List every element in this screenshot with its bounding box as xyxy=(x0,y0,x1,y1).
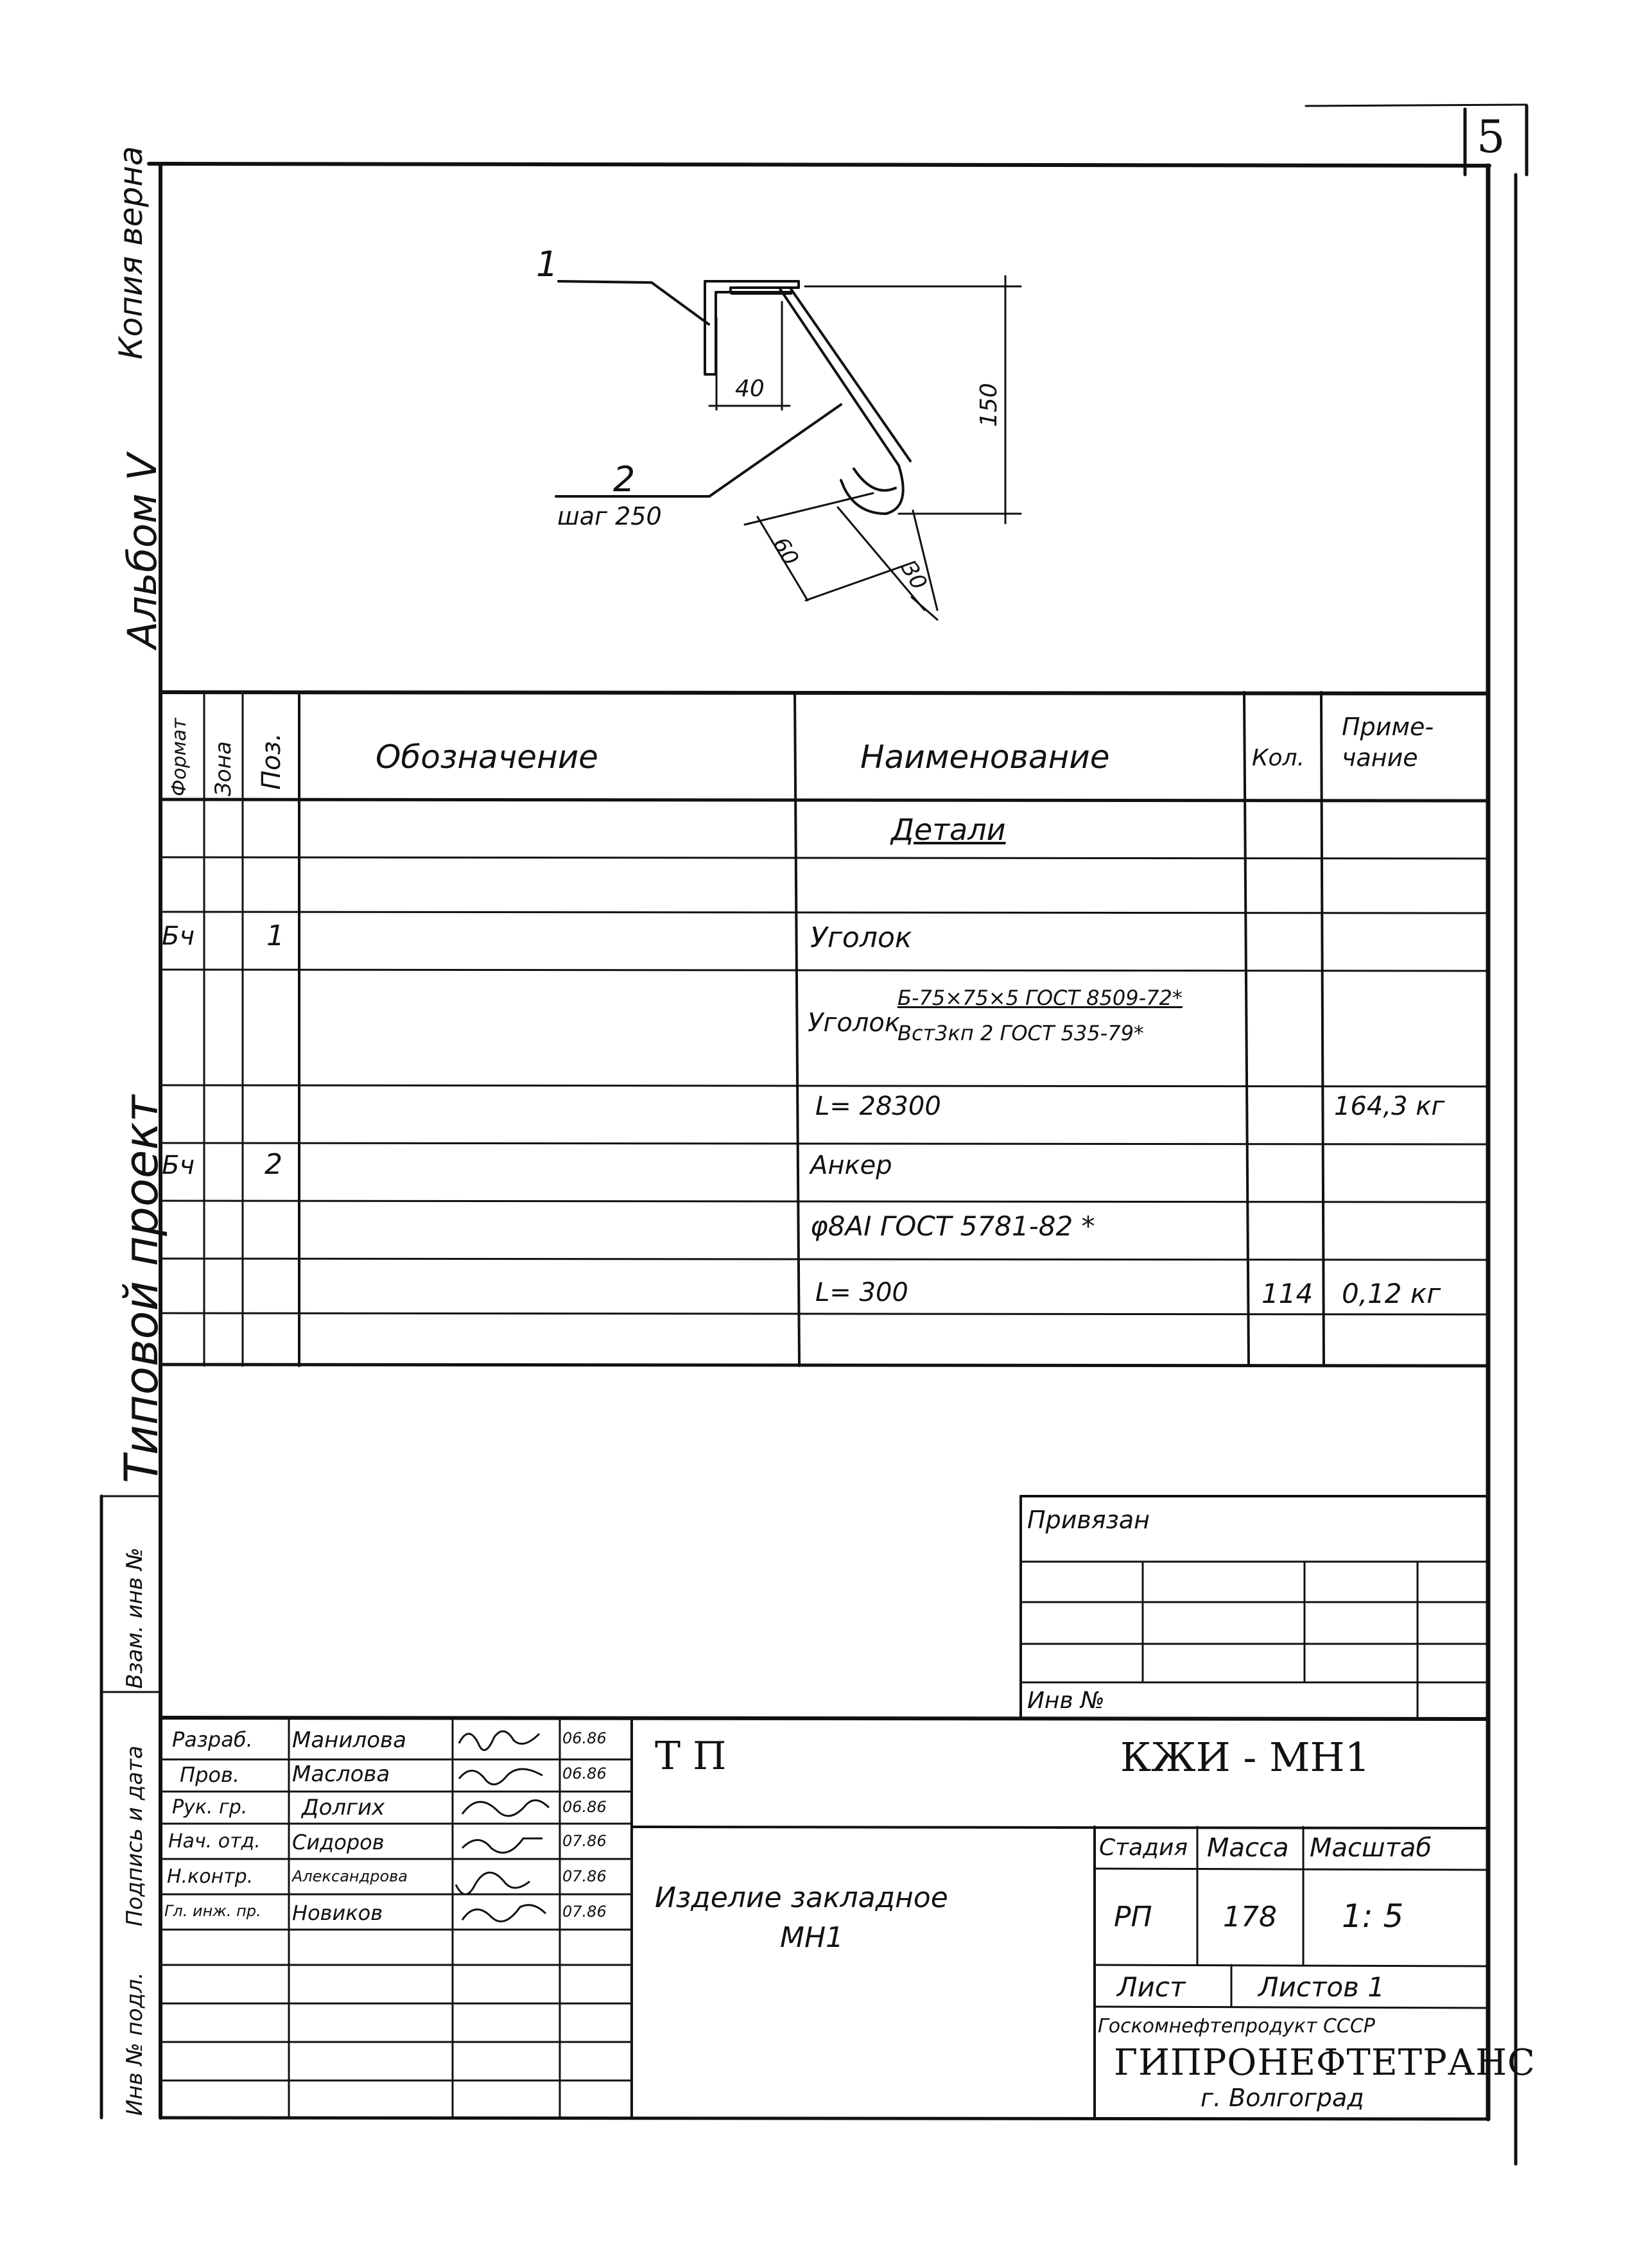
mass-label: Масса xyxy=(1207,1833,1289,1863)
signer-name: Александрова xyxy=(292,1867,408,1885)
signer-role: Разраб. xyxy=(172,1727,253,1752)
leader-2-label: 2 xyxy=(613,459,636,500)
row-fraction-bottom: Вст3кп 2 ГОСТ 535-79* xyxy=(897,1021,1144,1045)
row-pos: 1 xyxy=(266,920,284,952)
signer-date: 06.86 xyxy=(562,1765,607,1783)
row-format: Бч xyxy=(162,1151,195,1180)
scale-label: Масштаб xyxy=(1310,1833,1432,1863)
row-pos: 2 xyxy=(264,1148,282,1181)
row-name: Анкер xyxy=(810,1151,892,1180)
project-label: Типовой проект xyxy=(114,1095,168,1483)
section-heading: Детали xyxy=(891,812,1006,847)
mass-value: 178 xyxy=(1223,1901,1277,1933)
col-designation: Обозначение xyxy=(376,738,598,776)
signer-date: 07.86 xyxy=(562,1903,607,1921)
dim-30: 30 xyxy=(896,557,932,595)
col-qty: Кол. xyxy=(1252,745,1305,771)
org-city: г. Волгоград xyxy=(1201,2084,1364,2112)
signer-date: 07.86 xyxy=(562,1832,607,1850)
product-line2: МН1 xyxy=(780,1921,844,1954)
col-zone: Зона xyxy=(211,741,236,796)
inv-no-label: Инв № xyxy=(1027,1688,1105,1714)
signer-role: Нач. отд. xyxy=(168,1830,261,1853)
signer-role: Н.контр. xyxy=(167,1865,254,1888)
sheet-number: 5 xyxy=(1477,110,1505,163)
org-ministry: Госкомнефтепродукт СССР xyxy=(1098,2015,1375,2037)
stage-label: Стадия xyxy=(1099,1835,1188,1861)
row-name: φ8АI ГОСТ 5781-82 * xyxy=(810,1210,1095,1242)
signer-role: Пров. xyxy=(180,1763,239,1787)
row-name-prefix: Уголок xyxy=(808,1008,901,1038)
signer-name: Маслова xyxy=(292,1761,390,1787)
sheet-label: Лист xyxy=(1117,1971,1186,2003)
col-note: Приме- чание xyxy=(1342,713,1434,772)
privyazan-label: Привязан xyxy=(1027,1506,1150,1534)
stage-value: РП xyxy=(1114,1901,1152,1933)
row-note: 0,12 кг xyxy=(1342,1278,1441,1309)
col-format: Формат xyxy=(168,718,191,796)
col-pos: Поз. xyxy=(257,733,286,790)
tp-label: Т П xyxy=(655,1734,727,1779)
row-name: L= 300 xyxy=(815,1278,908,1307)
signer-date: 07.86 xyxy=(562,1867,607,1885)
signer-date: 06.86 xyxy=(562,1729,607,1747)
stamp-field: Взам. инв № xyxy=(122,1547,148,1689)
dim-40: 40 xyxy=(735,376,765,402)
dim-150: 150 xyxy=(976,383,1002,427)
row-fraction-top: Б-75×75×5 ГОСТ 8509-72* xyxy=(897,986,1183,1010)
col-name: Наименование xyxy=(860,738,1110,776)
leader-1-label: 1 xyxy=(536,244,559,284)
stamp-field: Подпись и дата xyxy=(122,1745,148,1926)
signer-name: Долгих xyxy=(302,1795,385,1820)
row-name: L= 28300 xyxy=(815,1092,941,1121)
row-format: Бч xyxy=(162,921,195,951)
sheets-count: Листов 1 xyxy=(1258,1971,1385,2003)
step-label: шаг 250 xyxy=(557,502,662,530)
signer-role: Рук. гр. xyxy=(172,1796,248,1819)
album-label: Альбом V xyxy=(119,453,166,649)
scale-value: 1: 5 xyxy=(1342,1897,1404,1935)
signer-name: Новиков xyxy=(292,1901,383,1925)
row-note: 164,3 кг xyxy=(1334,1092,1445,1121)
row-qty: 114 xyxy=(1262,1278,1314,1309)
row-name: Уголок xyxy=(810,921,912,954)
copy-stamp: Копия верна xyxy=(112,146,150,360)
drawing-code: КЖИ - МН1 xyxy=(1120,1734,1371,1781)
signer-date: 06.86 xyxy=(562,1798,607,1816)
signer-name: Сидоров xyxy=(292,1830,385,1854)
org-name: ГИПРОНЕФТЕТРАНС xyxy=(1114,2042,1536,2084)
product-line1: Изделие закладное xyxy=(655,1881,948,1914)
stamp-field: Инв № подл. xyxy=(122,1972,148,2116)
signer-name: Манилова xyxy=(292,1727,406,1753)
signer-role: Гл. инж. пр. xyxy=(164,1902,261,1920)
dim-60: 60 xyxy=(767,533,804,570)
